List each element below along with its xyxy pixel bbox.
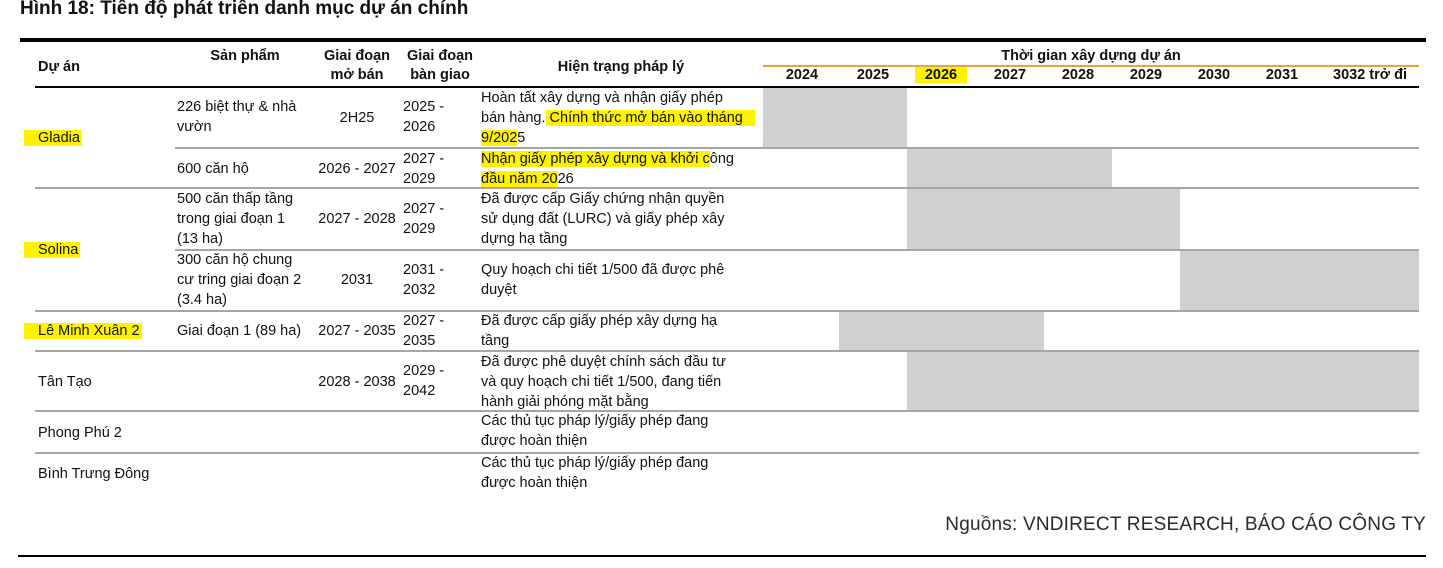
row-separator: [175, 249, 1419, 251]
header-handover-period: [400, 47, 480, 85]
row-separator: [175, 147, 1419, 149]
year-2025: 2025: [856, 67, 890, 83]
sale-period-cell: 2028 - 2038: [318, 374, 396, 390]
product-cell: [177, 189, 293, 249]
handover-line: 2042: [403, 383, 436, 399]
header-sale-line2: mở bán: [330, 67, 384, 83]
handover-line: 2029: [403, 171, 436, 187]
legal-status-cell: [481, 260, 724, 300]
legal-line: Các thủ tục pháp lý/giấy phép đang: [481, 413, 709, 429]
handover-cell: [403, 311, 444, 351]
legal-text-highlight: Chính thức mở bán vào tháng: [546, 110, 755, 126]
legal-line: [481, 108, 755, 128]
top-rule: [20, 38, 1426, 42]
source-note: Nguồns: VNDIRECT RESEARCH, BÁO CÁO CÔNG TY: [945, 514, 1426, 535]
handover-line: 2032: [403, 282, 436, 298]
row-separator: [35, 410, 1419, 412]
handover-line: 2027 -: [403, 151, 445, 167]
handover-cell: [403, 199, 444, 239]
legal-line: tầng: [481, 333, 510, 349]
legal-line: dựng hạ tầng: [481, 231, 568, 247]
legal-line: được hoàn thiện: [481, 475, 588, 491]
gantt-bar-solina-lowrise: [907, 189, 1180, 249]
project-phong-phu-2: Phong Phú 2: [38, 425, 122, 441]
legal-text: 26: [557, 171, 574, 187]
project-le-minh-xuan-2: Lê Minh Xuân 2: [38, 321, 142, 341]
project-binh-trung-dong: Bình Trưng Đông: [38, 466, 150, 482]
product-line: (3.4 ha): [177, 292, 227, 308]
gantt-bar-gladia-apartments: [907, 149, 1112, 187]
legal-line: sử dụng đất (LURC) và giấy phép xây: [481, 211, 725, 227]
product-line: trong giai đoạn 1: [177, 211, 286, 227]
gantt-bar-gladia-villas: [763, 88, 907, 148]
product-cell: Giai đoạn 1 (89 ha): [177, 323, 302, 339]
sale-period-cell: 2H25: [339, 110, 375, 126]
product-cell: 600 căn hộ: [177, 161, 249, 177]
project-gladia: Gladia: [38, 128, 82, 148]
year-2029: 2029: [1129, 67, 1163, 83]
header-product: Sản phẩm: [210, 48, 280, 64]
legal-text-highlight: Nhận giấy phép xây dựng và khởi c: [481, 151, 710, 167]
product-line: (13 ha): [177, 231, 223, 247]
legal-line: và quy hoạch chi tiết 1/500, đang tiến: [481, 374, 722, 390]
handover-cell: [403, 361, 444, 401]
legal-line: [481, 128, 755, 148]
legal-status-cell: [481, 88, 755, 148]
handover-line: 2029 -: [403, 363, 445, 379]
legal-text-highlight: đầu năm 20: [481, 171, 558, 187]
product-line: vườn: [177, 119, 212, 135]
gantt-bar-le-minh-xuan-2: [839, 312, 1044, 350]
legal-line: được hoàn thiện: [481, 433, 588, 449]
sale-period-cell: 2026 - 2027: [318, 161, 396, 177]
year-2028: 2028: [1061, 67, 1095, 83]
legal-line: Đã được cấp giấy phép xây dựng hạ: [481, 313, 718, 329]
product-line: cư tring giai đoạn 2: [177, 272, 302, 288]
sale-period-cell: 2027 - 2028: [318, 211, 396, 227]
handover-line: 2031 -: [403, 262, 445, 278]
handover-line: 2027 -: [403, 201, 445, 217]
handover-cell: [403, 260, 444, 300]
product-line: 226 biệt thự & nhà: [177, 99, 297, 115]
year-2031: 2031: [1265, 67, 1299, 83]
handover-line: 2029: [403, 221, 436, 237]
legal-text: ông: [709, 151, 734, 167]
product-line: 300 căn hộ chung: [177, 252, 293, 268]
legal-line: hành giải phóng mặt bằng: [481, 394, 649, 410]
sale-period-cell: 2027 - 2035: [318, 323, 396, 339]
gantt-bar-tan-tao: [907, 352, 1419, 410]
year-2024: 2024: [785, 67, 819, 83]
header-timeline: Thời gian xây dựng dự án: [1001, 48, 1181, 64]
handover-cell: [403, 97, 444, 137]
header-handover-line1: Giai đoạn: [406, 48, 474, 64]
header-project: Dự án: [38, 59, 80, 75]
product-line: 500 căn thấp tầng: [177, 191, 294, 207]
header-handover-line2: bàn giao: [410, 67, 470, 83]
legal-status-cell: [481, 411, 708, 451]
handover-cell: [403, 149, 444, 189]
row-separator: [35, 452, 1419, 454]
header-sale-line1: Giai đoạn: [323, 48, 391, 64]
legal-status-cell: [481, 453, 708, 493]
row-separator: [35, 310, 1419, 312]
header-legal-status: Hiện trạng pháp lý: [557, 59, 685, 75]
project-solina: Solina: [38, 240, 80, 260]
year-3032-plus: 3032 trở đi: [1333, 67, 1407, 83]
legal-line: Đã được cấp Giấy chứng nhận quyền: [481, 191, 725, 207]
handover-line: 2026: [403, 119, 436, 135]
legal-status-cell: [481, 352, 726, 412]
handover-line: 2027 -: [403, 313, 445, 329]
product-cell: [177, 250, 301, 310]
legal-line: Đã được phê duyệt chính sách đầu tư: [481, 354, 726, 370]
legal-line: [481, 149, 734, 169]
handover-line: 2025 -: [403, 99, 445, 115]
legal-line: Các thủ tục pháp lý/giấy phép đang: [481, 455, 709, 471]
legal-status-cell: [481, 311, 717, 351]
legal-text: bán hàng.: [481, 110, 546, 126]
year-2027: 2027: [993, 67, 1027, 83]
handover-line: 2035: [403, 333, 436, 349]
year-2026: 2026: [915, 67, 967, 83]
product-cell: [177, 97, 296, 137]
row-separator: [35, 350, 1419, 352]
gantt-bar-solina-apartments: [1180, 250, 1419, 310]
legal-text: 5: [517, 130, 526, 146]
legal-status-cell: [481, 149, 734, 189]
legal-text-highlight: 9/202: [481, 130, 518, 146]
sale-period-cell: 2031: [340, 272, 374, 288]
legal-line: duyệt: [481, 282, 517, 298]
bottom-rule: [18, 555, 1426, 557]
legal-line: Hoàn tất xây dựng và nhận giấy phép: [481, 90, 723, 106]
year-2030: 2030: [1197, 67, 1231, 83]
figure-title: Hình 18: Tiên độ phát triên danh mục dự án chính: [20, 0, 469, 19]
legal-line: [481, 169, 734, 189]
legal-status-cell: [481, 189, 724, 249]
project-tan-tao: Tân Tạo: [38, 374, 92, 390]
legal-line: Quy hoạch chi tiết 1/500 đã được phê: [481, 262, 725, 278]
header-sale-period: [313, 47, 401, 85]
